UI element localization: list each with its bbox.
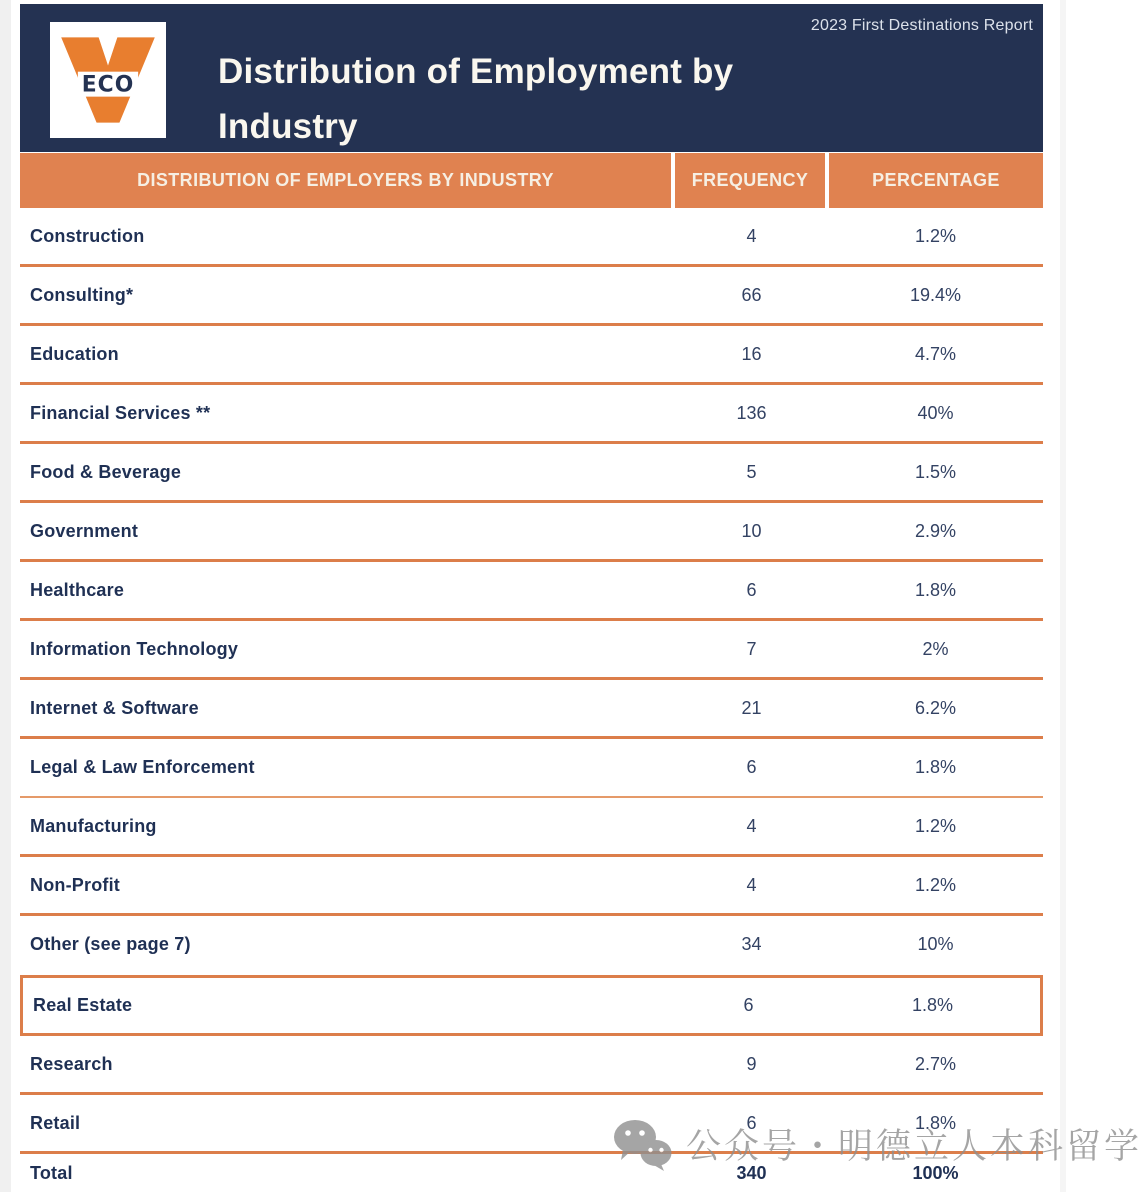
table-row: [20, 1095, 1043, 1154]
table-row: [20, 621, 1043, 680]
row-percentage: 1.2%: [914, 225, 957, 246]
row-percentage: 40%: [917, 402, 954, 423]
row-frequency: 340: [736, 1162, 767, 1183]
table-header-row: [20, 153, 1043, 208]
row-percentage: 19.4%: [909, 284, 962, 305]
row-percentage: 2%: [922, 638, 949, 659]
row-label: Total: [30, 1162, 73, 1183]
row-percentage: 6.2%: [914, 697, 957, 718]
row-frequency: 66: [741, 284, 762, 305]
row-percentage: 4.7%: [914, 343, 957, 364]
row-percentage: 1.2%: [914, 874, 957, 895]
column-header-frequency: FREQUENCY: [675, 153, 825, 208]
table-row: [20, 267, 1043, 326]
table-row: [20, 975, 1043, 1036]
row-frequency: 34: [741, 933, 762, 954]
row-percentage: 1.8%: [914, 757, 957, 777]
row-label: Other (see page 7): [30, 933, 191, 954]
row-label: Consulting*: [30, 284, 134, 305]
logo-text: ECO: [81, 72, 135, 98]
row-label: Retail: [30, 1112, 81, 1133]
table-row: [20, 680, 1043, 739]
row-frequency: 10: [741, 520, 762, 541]
row-label: Internet & Software: [30, 697, 199, 718]
row-percentage: 1.8%: [914, 1112, 957, 1133]
row-frequency: 4: [746, 874, 757, 895]
table-row: [20, 857, 1043, 916]
row-frequency: 6: [743, 995, 754, 1015]
row-percentage: 10%: [917, 933, 954, 954]
row-frequency: 4: [746, 815, 757, 836]
row-percentage: 2.9%: [914, 520, 957, 541]
page-title-line2: Industry: [218, 107, 358, 146]
row-percentage: 2.7%: [914, 1053, 957, 1074]
row-percentage: 1.5%: [914, 461, 957, 482]
row-label: Non-Profit: [30, 874, 120, 895]
table-row: [20, 503, 1043, 562]
row-label: Real Estate: [33, 995, 133, 1015]
table-body: [20, 208, 1043, 1192]
row-frequency: 21: [741, 697, 762, 718]
table-row: [20, 1036, 1043, 1095]
table-row: [20, 562, 1043, 621]
row-percentage: 1.2%: [914, 815, 957, 836]
row-label: Manufacturing: [30, 815, 157, 836]
row-label: Food & Beverage: [30, 461, 182, 482]
row-label: Research: [30, 1053, 113, 1074]
row-label: Legal & Law Enforcement: [30, 757, 255, 777]
column-header-percentage: PERCENTAGE: [829, 153, 1043, 208]
row-frequency: 6: [746, 757, 757, 777]
row-label: Healthcare: [30, 579, 125, 600]
row-percentage: 1.8%: [911, 995, 954, 1015]
watermark-text: 公众号・明德立人本科留学: [686, 1127, 1142, 1166]
row-frequency: 4: [746, 225, 757, 246]
table-row: [20, 798, 1043, 857]
table-row: [20, 326, 1043, 385]
report-label: 2023 First Destinations Report: [810, 17, 1033, 34]
row-label: Education: [30, 343, 119, 364]
row-label: Information Technology: [30, 638, 239, 659]
row-frequency: 16: [741, 343, 762, 364]
row-frequency: 7: [746, 638, 757, 659]
page-header: [20, 4, 1043, 152]
table-row: [20, 1154, 1043, 1192]
row-frequency: 6: [746, 579, 757, 600]
row-label: Government: [30, 520, 139, 541]
row-frequency: 9: [746, 1053, 757, 1074]
row-frequency: 5: [746, 461, 757, 482]
page-right-edge: [1060, 0, 1066, 1192]
uva-v-logo-icon: [56, 28, 160, 132]
table-row: [20, 739, 1043, 798]
table-row: [20, 208, 1043, 267]
row-label: Financial Services **: [30, 402, 211, 423]
eco-logo: [50, 22, 166, 138]
table-row: [20, 916, 1043, 975]
row-percentage: 1.8%: [914, 579, 957, 600]
row-frequency: 6: [746, 1112, 757, 1133]
page-title: [218, 44, 733, 154]
column-header-industry: DISTRIBUTION OF EMPLOYERS BY INDUSTRY: [20, 153, 671, 208]
row-label: Construction: [30, 225, 145, 246]
page-left-edge: [0, 0, 11, 1192]
row-percentage: 100%: [912, 1162, 959, 1183]
row-frequency: 136: [736, 402, 767, 423]
table-row: [20, 444, 1043, 503]
table-row: [20, 385, 1043, 444]
page-title-line1: Distribution of Employment by: [218, 52, 734, 91]
